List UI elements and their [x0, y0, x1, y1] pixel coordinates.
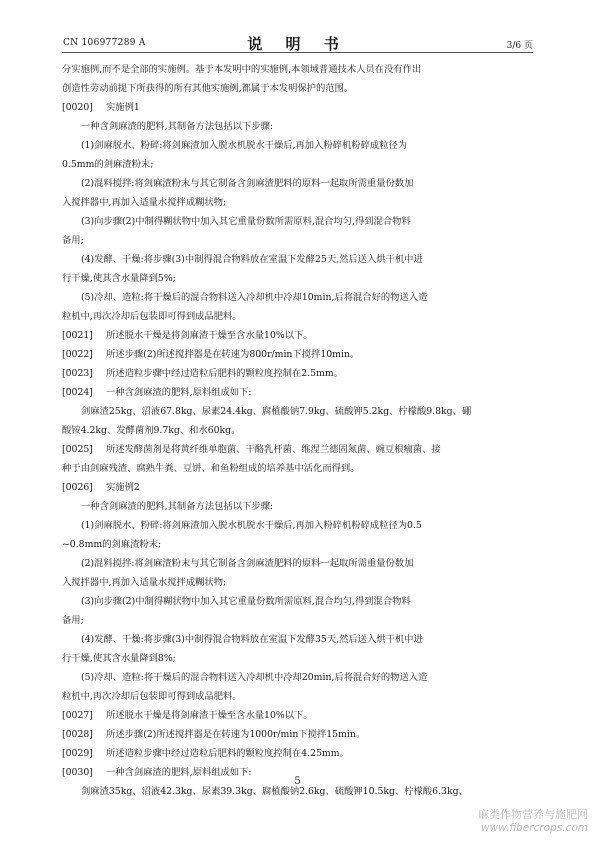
paragraph-number: [0023] [62, 368, 93, 379]
paragraph-line-numbered [62, 364, 532, 383]
paragraph-number: [0025] [62, 444, 93, 455]
paragraph-line-numbered [62, 478, 532, 497]
line-text: 行干燥,使其含水量降到8%; [62, 653, 176, 664]
paragraph-line [62, 459, 532, 478]
line-text: (2)混料搅拌:将剑麻渣粉末与其它制备含剑麻渣肥料的原料一起取所需重量份数加 [81, 558, 414, 569]
line-text: (3)向步骤(2)中制得糊状物中加入其它重量份数所需原料,混合均匀,得到混合物料 [81, 596, 411, 607]
header-divider [62, 52, 533, 53]
paragraph-number: [0026] [62, 482, 93, 493]
paragraph-number: [0027] [62, 710, 93, 721]
line-text: 剑麻渣25kg、沼液67.8kg、尿素24.4kg、腐植酸钠7.9kg、硫酸钾5.2kg、柠檬酸9.8kg、硼 [81, 406, 472, 417]
document-body [62, 60, 532, 801]
line-text: (3)向步骤(2)中制得糊状物中加入其它重量份数所需原料,混合均匀,得到混合物料 [81, 216, 411, 227]
paragraph-line [62, 288, 532, 307]
line-text: (5)冷却、造粒:将干燥后的混合物料送入冷却机中冷却20min,后将混合好的物送入造 [81, 672, 428, 683]
paragraph-number: [0030] [62, 767, 93, 778]
line-text: 创造性劳动前提下所获得的所有其他实施例,都属于本发明保护的范围。 [62, 83, 354, 94]
line-text: 粒机中,再次冷却后包装即可得到成品肥料。 [62, 691, 242, 702]
paragraph-line [62, 307, 532, 326]
watermark-site-url: www.fibercrops.com [480, 822, 588, 834]
paragraph-line [62, 421, 532, 440]
paragraph-line-numbered [62, 440, 532, 459]
line-text: 入搅拌器中,再加入适量水搅拌成糊状物; [62, 197, 227, 208]
paragraph-line [62, 611, 532, 630]
paragraph-number: [0029] [62, 748, 93, 759]
line-text: 所述造粒步骤中经过造粒后肥料的颗粒度控制在2.5mm。 [106, 368, 343, 379]
paragraph-line-numbered [62, 326, 532, 345]
line-text: 实施例1 [106, 102, 140, 113]
line-text: 一种含剑麻渣的肥料,原料组成如下: [106, 767, 252, 778]
paragraph-line [62, 687, 532, 706]
line-text: 所述造粒步骤中经过造粒后肥料的颗粒度控制在4.25mm。 [106, 748, 349, 759]
paragraph-line [62, 497, 532, 516]
paragraph-line [62, 174, 532, 193]
line-text: 粒机中,再次冷却后包装即可得到成品肥料。 [62, 311, 242, 322]
paragraph-line [62, 250, 532, 269]
paragraph-line-numbered [62, 383, 532, 402]
page-number: 5 [294, 776, 301, 787]
line-text: 一种含剑麻渣的肥料,其制备方法包括以下步骤: [81, 121, 274, 132]
line-text: 所述步骤(2)所述搅拌器是在转速为1000r/min下搅拌15min。 [106, 729, 366, 740]
paragraph-line [62, 649, 532, 668]
paragraph-line-numbered [62, 706, 532, 725]
paragraph-line [62, 155, 532, 174]
paragraph-line [62, 117, 532, 136]
paragraph-number: [0024] [62, 387, 93, 398]
paragraph-number: [0021] [62, 330, 93, 341]
paragraph-line [62, 402, 532, 421]
paragraph-line-numbered [62, 744, 532, 763]
line-text: 所述步骤(2)所述搅拌器是在转速为800r/min下搅拌10min。 [106, 349, 360, 360]
line-text: 行干燥,使其含水量降到5%; [62, 273, 176, 284]
watermark-site-name: 麻类作物营养与施肥网 [478, 808, 588, 821]
paragraph-number: [0022] [62, 349, 93, 360]
paragraph-number: [0028] [62, 729, 93, 740]
line-text: 剑麻渣35kg、沼液42.3kg、尿素39.3kg、腐植酸钠2.6kg、硫酸钾10.5kg、柠檬酸6.3kg、 [81, 786, 468, 797]
line-text: (2)混料搅拌:将剑麻渣粉末与其它制备含剑麻渣肥料的原料一起取所需重量份数加 [81, 178, 414, 189]
paragraph-line [62, 193, 532, 212]
line-text: 入搅拌器中,再加入适量水搅拌成糊状物; [62, 577, 227, 588]
paragraph-number: [0020] [62, 102, 93, 113]
paragraph-line [62, 79, 532, 98]
line-text: (4)发酵、干燥:将步骤(3)中制得混合物料放在室温下发酵35天,然后送入烘干机中进 [81, 634, 423, 645]
paragraph-line [62, 668, 532, 687]
line-text: 0.5mm的剑麻渣粉末; [62, 159, 154, 170]
line-text: 种于由剑麻残渣、腐熟牛粪、豆饼、和鱼粉组成的培养基中活化而得到。 [62, 463, 360, 474]
document-title: 说 明 书 [247, 35, 348, 53]
line-text: 所述脱水干燥是将剑麻渣干燥至含水量10%以下。 [106, 330, 313, 341]
paragraph-line-numbered [62, 345, 532, 364]
paragraph-line-numbered [62, 98, 532, 117]
patent-number: CN 106977289 A [63, 38, 146, 48]
line-text: (4)发酵、干燥:将步骤(3)中制得混合物料放在室温下发酵25天,然后送入烘干机中进 [81, 254, 423, 265]
line-text: (1)剑麻脱水、粉碎:将剑麻渣加入脱水机脱水干燥后,再加入粉碎机粉碎成粒径为0.5 [81, 520, 422, 531]
paragraph-line-numbered [62, 725, 532, 744]
paragraph-line [62, 573, 532, 592]
paragraph-line [62, 231, 532, 250]
line-text: 所述脱水干燥是将剑麻渣干燥至含水量10%以下。 [106, 710, 313, 721]
line-text: ~0.8mm的剑麻渣粉末; [62, 539, 162, 550]
paragraph-line [62, 136, 532, 155]
line-text: 酸铵4.2kg、发酵菌剂9.7kg、和水60kg。 [62, 425, 241, 436]
paragraph-line [62, 630, 532, 649]
paragraph-line [62, 592, 532, 611]
line-text: 分实施例,而不是全部的实施例。基于本发明中的实施例,本领域普通技术人员在没有作出 [62, 64, 422, 75]
line-text: 备用; [62, 615, 84, 626]
page-of-indicator: 3/6 页 [506, 41, 533, 51]
line-text: 所述发酵菌剂是将黄纤维单胞菌、干酪乳杆菌、维涅兰德固氮菌、豌豆根瘤菌、接 [106, 444, 441, 455]
paragraph-line [62, 516, 532, 535]
paragraph-line [62, 212, 532, 231]
paragraph-line [62, 535, 532, 554]
paragraph-line [62, 554, 532, 573]
line-text: 实施例2 [106, 482, 140, 493]
page-header [0, 0, 595, 60]
line-text: 一种含剑麻渣的肥料,原料组成如下: [106, 387, 252, 398]
paragraph-line [62, 269, 532, 288]
line-text: (1)剑麻脱水、粉碎:将剑麻渣加入脱水机脱水干燥后,再加入粉碎机粉碎成粒径为 [81, 140, 408, 151]
paragraph-line [62, 60, 532, 79]
line-text: 一种含剑麻渣的肥料,其制备方法包括以下步骤: [81, 501, 274, 512]
line-text: (5)冷却、造粒:将干燥后的混合物料送入冷却机中冷却10min,后将混合好的物送入造 [81, 292, 428, 303]
line-text: 备用; [62, 235, 84, 246]
